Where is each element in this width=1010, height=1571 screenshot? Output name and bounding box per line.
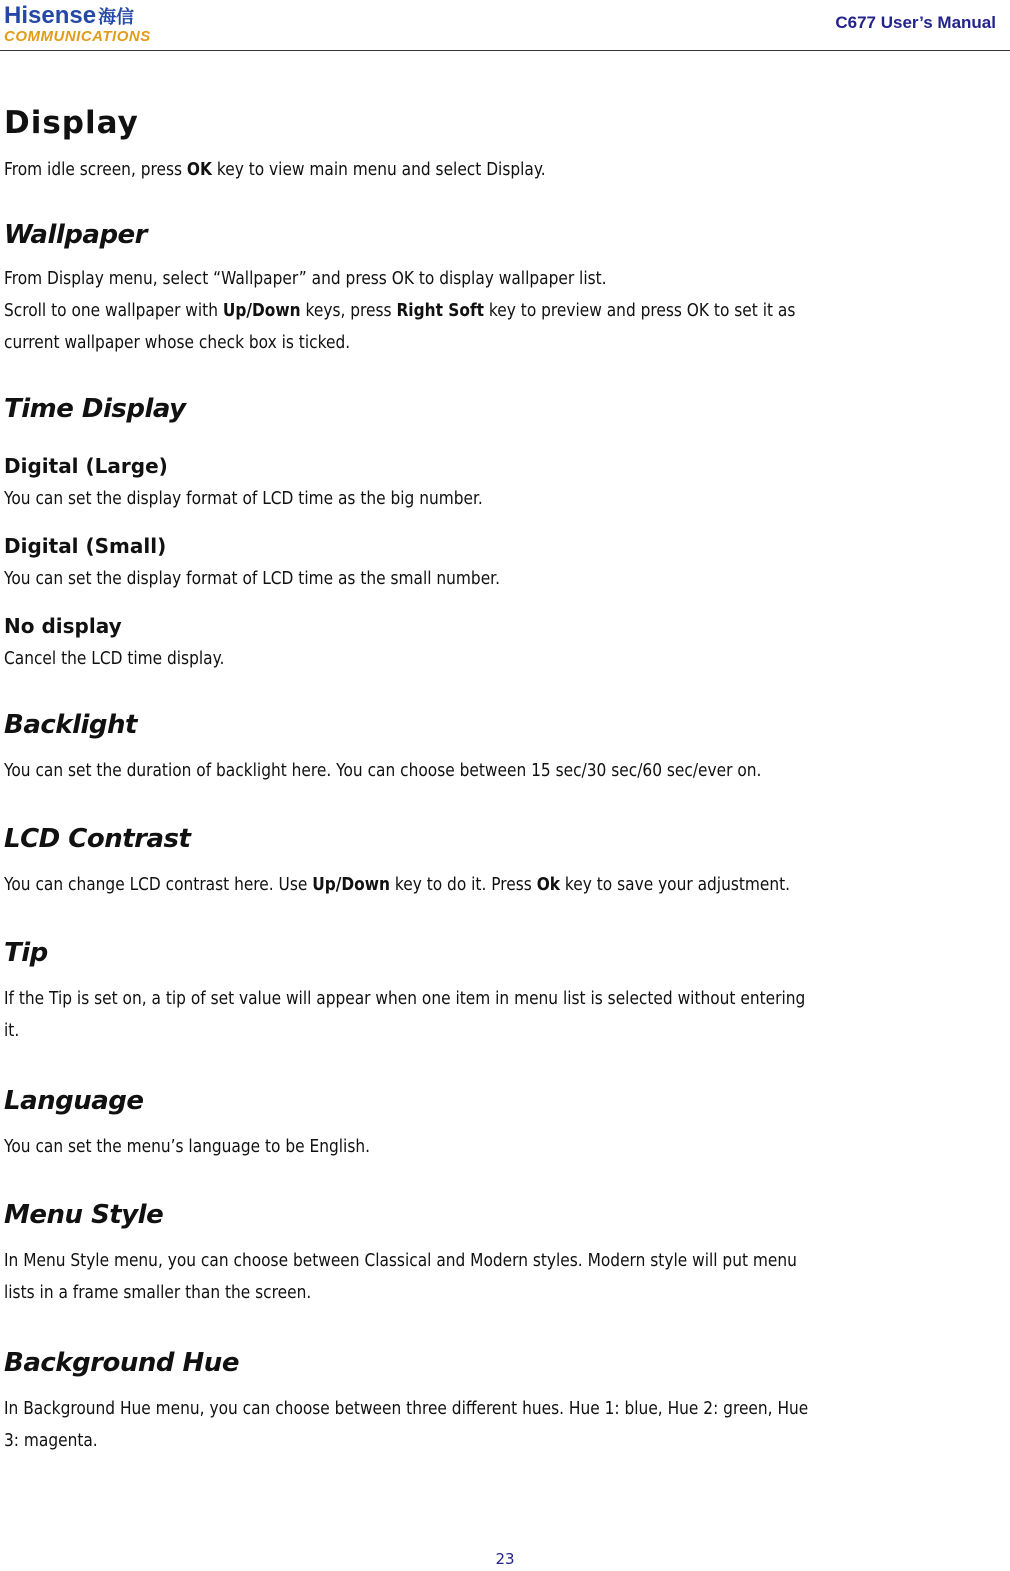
digital-large-heading: Digital (Large) bbox=[4, 454, 168, 478]
page-content bbox=[4, 100, 1006, 1457]
digital-small-text: You can set the display format of LCD time as the small number. bbox=[4, 569, 500, 589]
menu-style-heading: Menu Style bbox=[4, 1200, 164, 1230]
time-display-heading: Time Display bbox=[4, 394, 186, 424]
tip-heading: Tip bbox=[4, 938, 48, 968]
digital-small-heading: Digital (Small) bbox=[4, 534, 167, 558]
tip-line2: it. bbox=[4, 1021, 20, 1041]
background-hue-line2: 3: magenta. bbox=[4, 1431, 98, 1451]
wallpaper-heading: Wallpaper bbox=[4, 220, 148, 250]
no-display-text: Cancel the LCD time display. bbox=[4, 649, 225, 669]
hisense-logo bbox=[4, 4, 194, 46]
language-heading: Language bbox=[4, 1086, 144, 1116]
wallpaper-line1: From Display menu, select “Wallpaper” and press OK to display wallpaper list. bbox=[4, 269, 607, 289]
backlight-text: You can set the duration of backlight here. You can choose between 15 sec/30 sec/60 sec/ever on. bbox=[4, 761, 762, 781]
manual-title: C677 User’s Manual bbox=[835, 13, 996, 32]
language-text: You can set the menu’s language to be English. bbox=[4, 1137, 371, 1157]
display-intro: From idle screen, press OK key to view main menu and select Display. bbox=[4, 160, 546, 180]
background-hue-line1: In Background Hue menu, you can choose between three different hues. Hue 1: blue, Hue 2: green, Hue bbox=[4, 1399, 809, 1419]
background-hue-heading: Background Hue bbox=[4, 1348, 239, 1378]
backlight-heading: Backlight bbox=[4, 710, 137, 740]
page-header bbox=[0, 0, 1010, 51]
lcd-contrast-text: You can change LCD contrast here. Use Up/Down key to do it. Press Ok key to save your adjustment. bbox=[4, 875, 791, 895]
lcd-contrast-heading: LCD Contrast bbox=[4, 824, 191, 854]
logo-sub: COMMUNICATIONS bbox=[4, 28, 151, 45]
tip-line1: If the Tip is set on, a tip of set value will appear when one item in menu list is selected without entering bbox=[4, 989, 806, 1009]
display-heading: Display bbox=[4, 105, 139, 141]
menu-style-line2: lists in a frame smaller than the screen. bbox=[4, 1283, 312, 1303]
wallpaper-line2: Scroll to one wallpaper with Up/Down keys, press Right Soft key to preview and press OK to set it as bbox=[4, 301, 796, 321]
logo-brand: Hisense bbox=[4, 2, 97, 29]
logo-cn: 海信 bbox=[98, 7, 135, 27]
menu-style-line1: In Menu Style menu, you can choose between Classical and Modern styles. Modern style will put menu bbox=[4, 1251, 797, 1271]
no-display-heading: No display bbox=[4, 614, 122, 638]
digital-large-text: You can set the display format of LCD time as the big number. bbox=[4, 489, 483, 509]
page-number: 23 bbox=[495, 1550, 515, 1568]
wallpaper-line3: current wallpaper whose check box is ticked. bbox=[4, 333, 351, 353]
